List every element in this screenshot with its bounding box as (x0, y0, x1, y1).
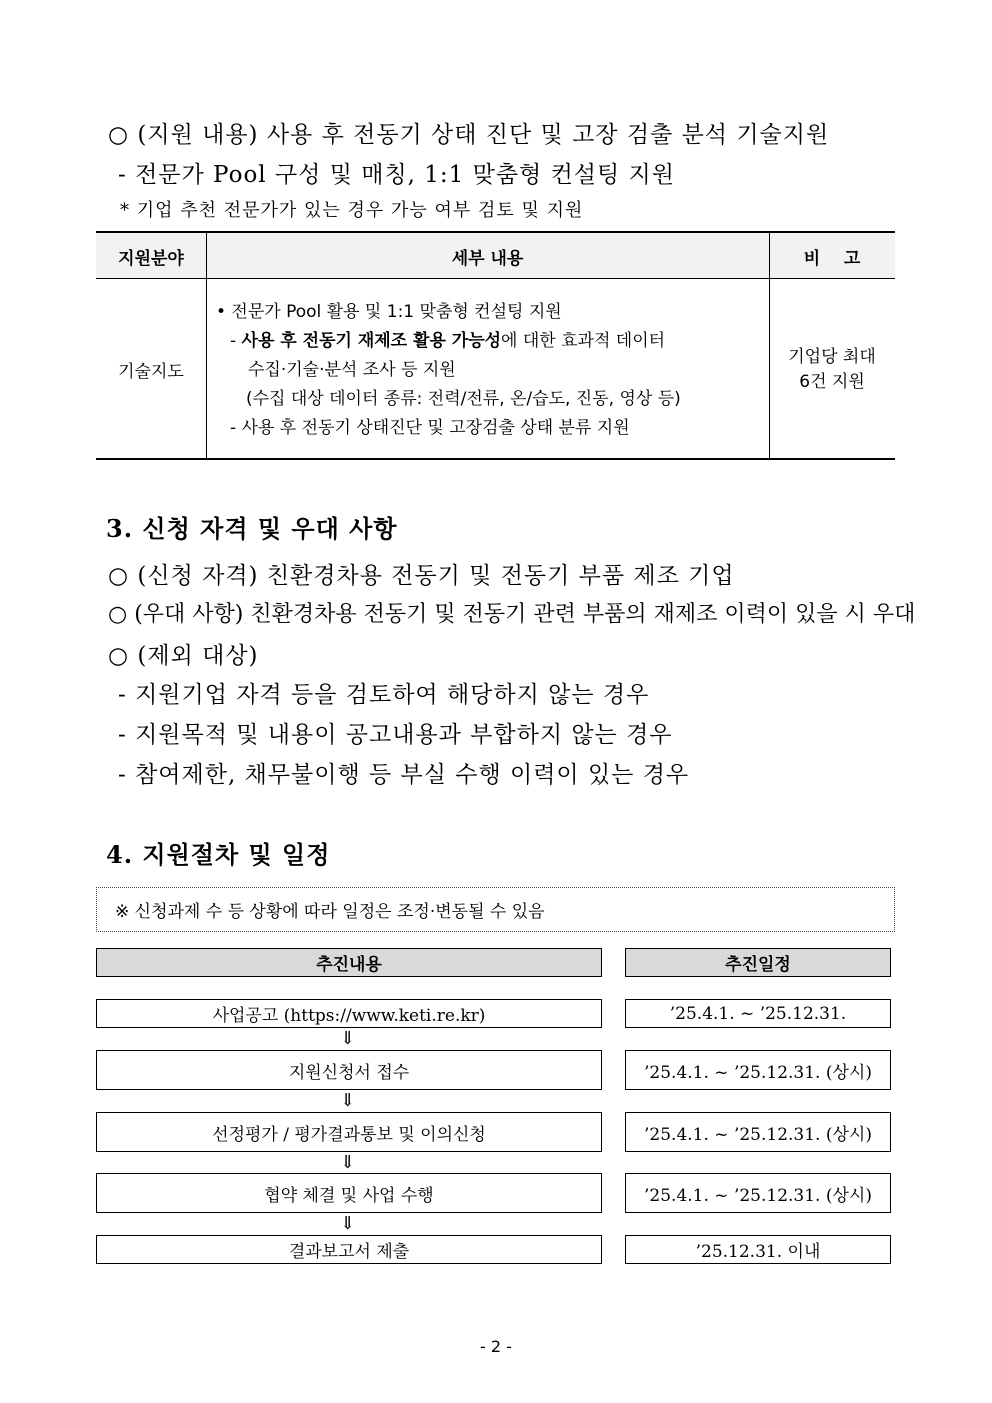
detail-bullet: • 전문가 Pool 활용 및 1:1 맞춤형 컨설팅 지원 (216, 302, 562, 322)
page-number: - 2 - (480, 1337, 512, 1356)
support-content-line: ○ (지원 내용) 사용 후 전동기 상태 진단 및 고장 검출 분석 기술지원 (108, 122, 830, 148)
section3-item: ○ (신청 자격) 친환경차용 전동기 및 전동기 부품 제조 기업 (108, 563, 735, 589)
header-content: 추진내용 (96, 948, 602, 977)
header-schedule: 추진일정 (625, 948, 891, 977)
support-table (96, 231, 895, 460)
section3-item: ○ (우대 사항) 친환경차용 전동기 및 전동기 관련 부품의 재제조 이력이 있을 시 우대 (108, 602, 916, 627)
schedule-notice: ※ 신청과제 수 등 상황에 따라 일정은 조정·변동될 수 있음 (96, 887, 895, 932)
step-content: 사업공고 (https://www.keti.re.kr) (96, 999, 602, 1028)
expert-pool-line: - 전문가 Pool 구성 및 매칭, 1:1 맞춤형 컨설팅 지원 (118, 162, 675, 188)
step-schedule: ’25.4.1. ~ ’25.12.31. (상시) (625, 1173, 891, 1213)
detail-sub2: - 사용 후 전동기 상태진단 및 고장검출 상태 분류 지원 (230, 418, 630, 438)
row-field: 기술지도 (118, 362, 184, 382)
header-remark: 비 고 (803, 248, 861, 269)
section3-item: - 지원기업 자격 등을 검토하여 해당하지 않는 경우 (118, 682, 650, 708)
section3-item: - 참여제한, 채무불이행 등 부실 수행 이력이 있는 경우 (118, 762, 690, 788)
row-remark: 기업당 최대 6건 지원 (788, 346, 876, 392)
step-schedule: ’25.12.31. 이내 (625, 1235, 891, 1264)
down-arrow-icon: ⇓ (340, 1213, 356, 1234)
section3-item: - 지원목적 및 내용이 공고내용과 부합하지 않는 경우 (118, 722, 673, 748)
step-schedule: ’25.4.1. ~ ’25.12.31. (상시) (625, 1050, 891, 1090)
section3-title: 3. 신청 자격 및 우대 사항 (106, 514, 398, 543)
down-arrow-icon: ⇓ (340, 1152, 356, 1173)
step-schedule: ’25.4.1. ~ ’25.12.31. (625, 999, 891, 1028)
header-field: 지원분야 (118, 248, 184, 269)
step-content: 지원신청서 접수 (96, 1050, 602, 1090)
expert-note: * 기업 추천 전문가가 있는 경우 가능 여부 검토 및 지원 (120, 200, 584, 221)
section3-item: ○ (제외 대상) (108, 643, 259, 669)
row-detail (206, 298, 681, 443)
down-arrow-icon: ⇓ (340, 1090, 356, 1111)
detail-sub1-bold: 사용 후 전동기 재제조 활용 가능성 (241, 331, 502, 351)
header-detail: 세부 내용 (451, 248, 524, 269)
step-schedule: ’25.4.1. ~ ’25.12.31. (상시) (625, 1112, 891, 1152)
section4-title: 4. 지원절차 및 일정 (106, 840, 331, 869)
down-arrow-icon: ⇓ (340, 1028, 356, 1049)
detail-sub1-paren: (수집 대상 데이터 종류: 전력/전류, 온/습도, 진동, 영상 등) (246, 389, 681, 409)
step-content: 결과보고서 제출 (96, 1235, 602, 1264)
step-content: 선정평가 / 평가결과통보 및 이의신청 (96, 1112, 602, 1152)
detail-sub1: - 사용 후 전동기 재제조 활용 가능성에 대한 효과적 데이터 (230, 331, 666, 351)
step-content: 협약 체결 및 사업 수행 (96, 1173, 602, 1213)
detail-sub1-cont: 수집·기술·분석 조사 등 지원 (248, 360, 456, 380)
